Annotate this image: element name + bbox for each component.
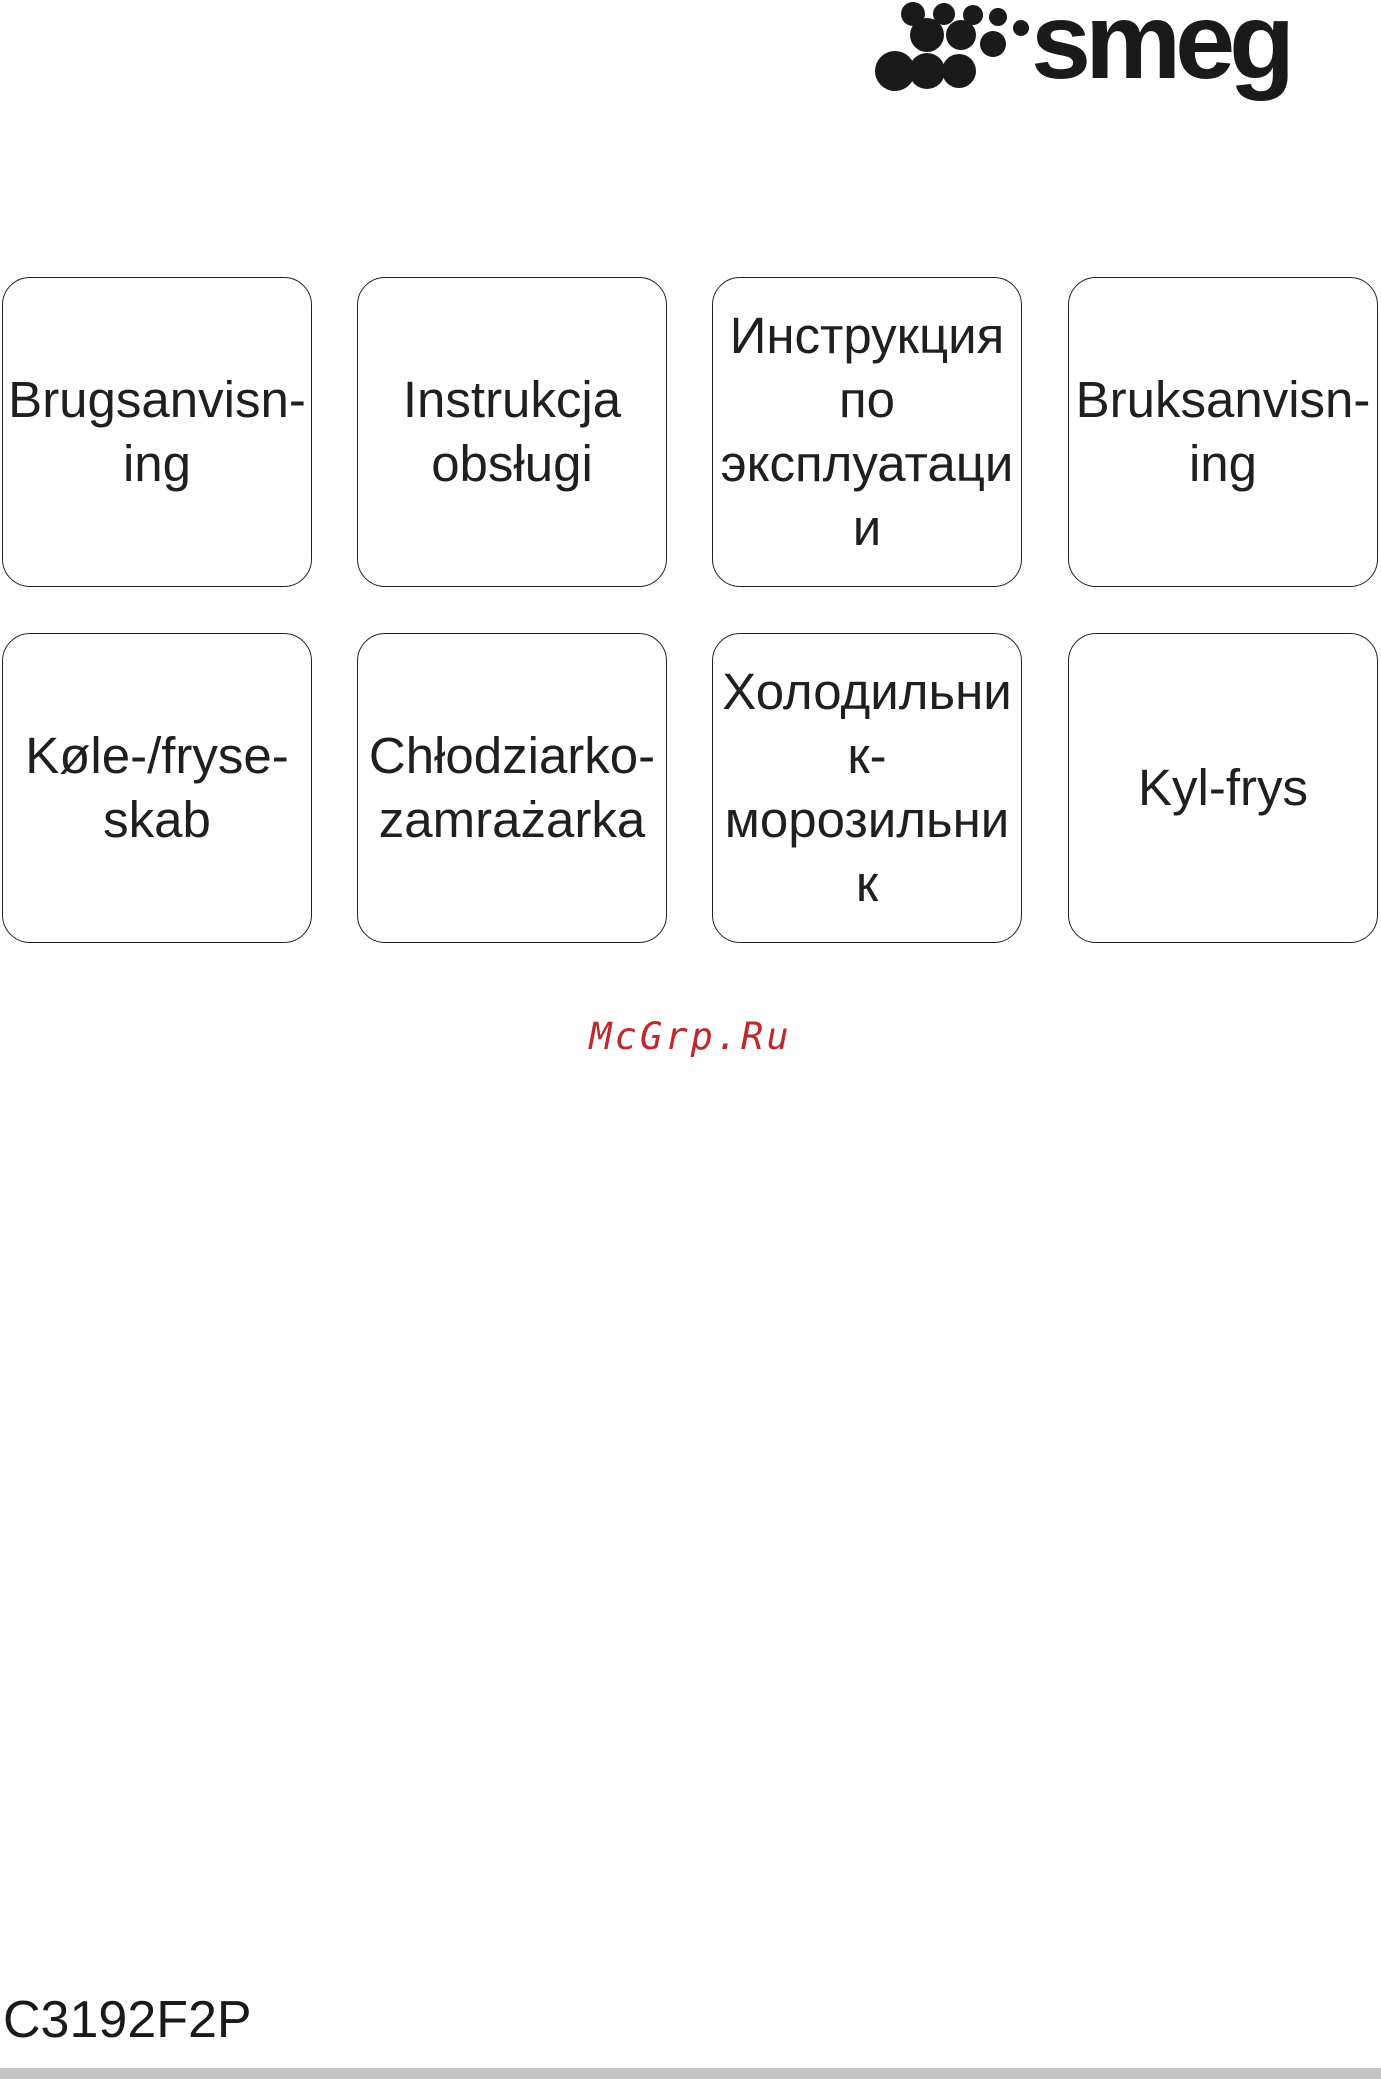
tile-label: Chłodziarko- zamrażarka	[368, 727, 656, 848]
tile-instructions-russian	[712, 277, 1022, 587]
model-number: C3192F2P	[3, 1991, 252, 2049]
tile-label: Brugsanvisn- ing	[8, 371, 306, 492]
tile-product-russian	[712, 633, 1022, 943]
bottom-bar	[0, 2068, 1381, 2079]
tile-label: Холодильни к- морозильни к	[722, 663, 1012, 912]
svg-text:smeg: smeg	[1031, 0, 1290, 101]
watermark: McGrp.Ru	[589, 1015, 792, 1058]
tile-label: Инструкция по эксплуатаци и	[720, 307, 1014, 556]
tile-instructions-swedish	[1068, 277, 1378, 587]
tile-label: Instrukcja obsługi	[402, 371, 622, 492]
tile-product-swedish	[1068, 633, 1378, 943]
tile-label: Bruksanvisn- ing	[1075, 371, 1371, 492]
tile-product-danish	[2, 633, 312, 943]
smeg-logo	[868, 0, 1381, 110]
tile-instructions-danish	[2, 277, 312, 587]
tile-product-polish	[357, 633, 667, 943]
tile-label: Kyl-frys	[1138, 759, 1308, 816]
tile-instructions-polish	[357, 277, 667, 587]
tile-label: Køle-/fryse- skab	[25, 727, 289, 848]
